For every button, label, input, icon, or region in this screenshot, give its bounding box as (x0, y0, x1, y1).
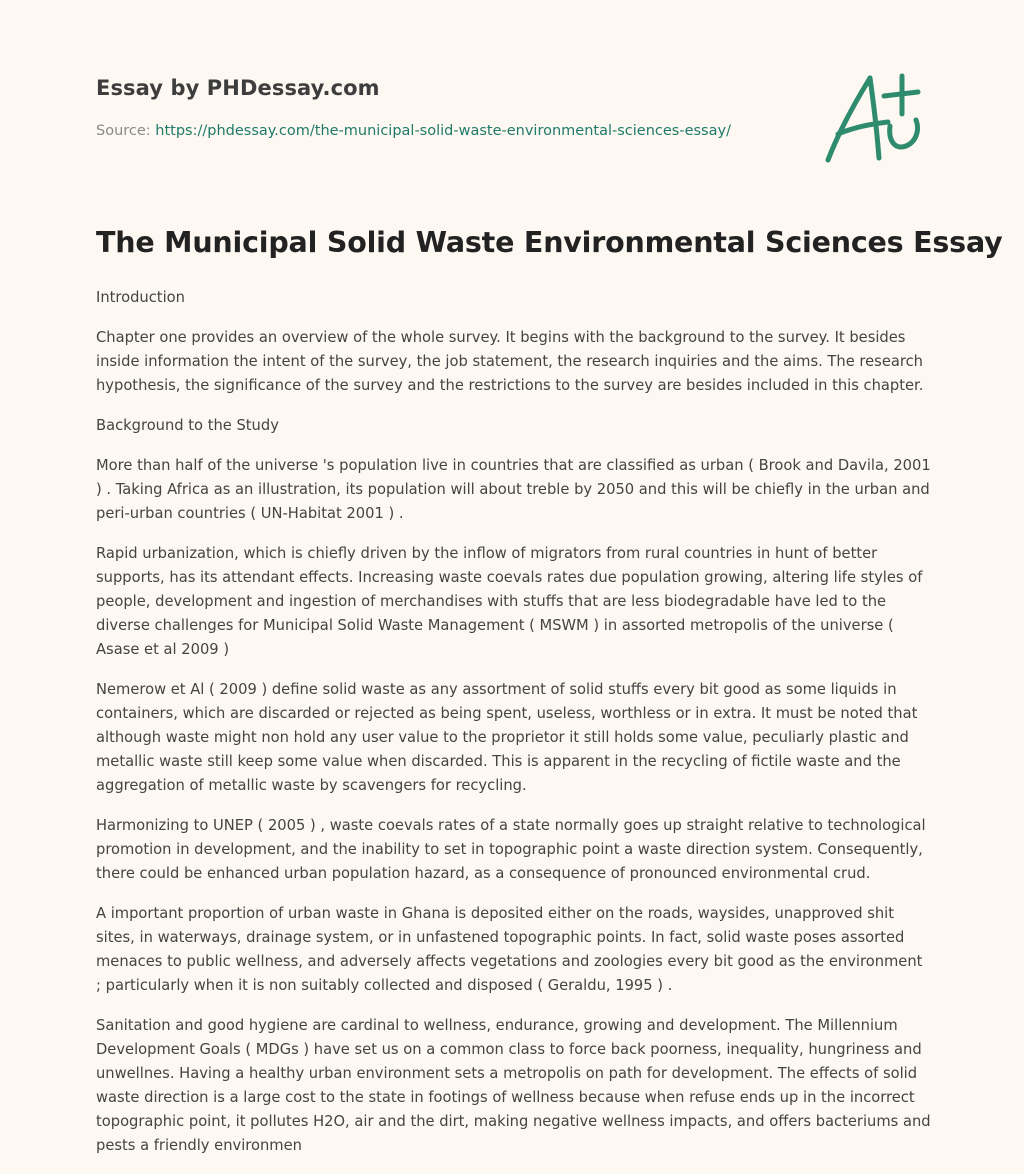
a-plus-logo-icon (822, 62, 932, 172)
paragraph: Sanitation and good hygiene are cardinal to wellness, endurance, growing and development. The Millennium Development Goals ( MDGs ) have set us on a common class to force back poorness, inequality, hungriness and unwellnes. Having a healthy urban environment sets a metropolis on path for development. The effects of solid waste direction is a large cost to the state in footings of wellness because when refuse ends up in the incorrect topographic point, it pollutes H2O, air and the dirt, making negative wellness impacts, and offers bacteriums and pests a friendly environmen (96, 1017, 931, 1154)
essay-body (96, 286, 932, 1174)
paragraph: More than half of the universe 's population live in countries that are classified as urban ( Brook and Davila, 2001 ) . Taking Africa as an illustration, its population will about treble by 2050 and this will be chiefly in the urban and peri-urban countries ( UN-Habitat 2001 ) . (96, 457, 931, 522)
source-line (96, 123, 731, 139)
paragraph: Nemerow et Al ( 2009 ) define solid waste as any assortment of solid stuffs every bit good as some liquids in containers, which are discarded or rejected as being spent, useless, worthless or in extra. It must be noted that although waste might non hold any user value to the proprietor it still holds some value, peculiarly plastic and metallic waste still keep some value when discarded. This is apparent in the recycling of fictile waste and the aggregation of metallic waste by scavengers for recycling. (96, 681, 918, 794)
essay-title: The Municipal Solid Waste Environmental Sciences Essay (96, 226, 1003, 259)
paragraph: Chapter one provides an overview of the whole survey. It begins with the background to the survey. It besides inside information the intent of the survey, the job statement, the research inquiries and the aims. The research hypothesis, the significance of the survey and the restrictions to the survey are besides included in this chapter. (96, 329, 924, 394)
paragraph: Harmonizing to UNEP ( 2005 ) , waste coevals rates of a state normally goes up straight relative to technological promotion in development, and the inability to set in topographic point a waste direction system. Consequently, there could be enhanced urban population hazard, as a consequence of pronounced environmental crud. (96, 817, 926, 882)
source-link[interactable]: https://phdessay.com/the-municipal-solid-waste-environmental-sciences-essay/ (155, 123, 731, 139)
section-heading-introduction: Introduction (96, 289, 185, 306)
brand-title: Essay by PHDessay.com (96, 76, 380, 100)
paragraph: A important proportion of urban waste in Ghana is deposited either on the roads, waysides, unapproved shit sites, in waterways, drainage system, or in unfastened topographic points. In fact, solid waste poses assorted menaces to public wellness, and adversely affects vegetations and zoologies every bit good as the environment ; particularly when it is non suitably collected and disposed ( Geraldu, 1995 ) . (96, 905, 923, 994)
section-heading-background: Background to the Study (96, 417, 279, 434)
paragraph: Rapid urbanization, which is chiefly driven by the inflow of migrators from rural countries in hunt of better supports, has its attendant effects. Increasing waste coevals rates due population growing, altering life styles of people, development and ingestion of merchandises with stuffs that are less biodegradable have led to the diverse challenges for Municipal Solid Waste Management ( MSWM ) in assorted metropolis of the universe ( Asase et al 2009 ) (96, 545, 923, 658)
source-label: Source: (96, 123, 156, 139)
